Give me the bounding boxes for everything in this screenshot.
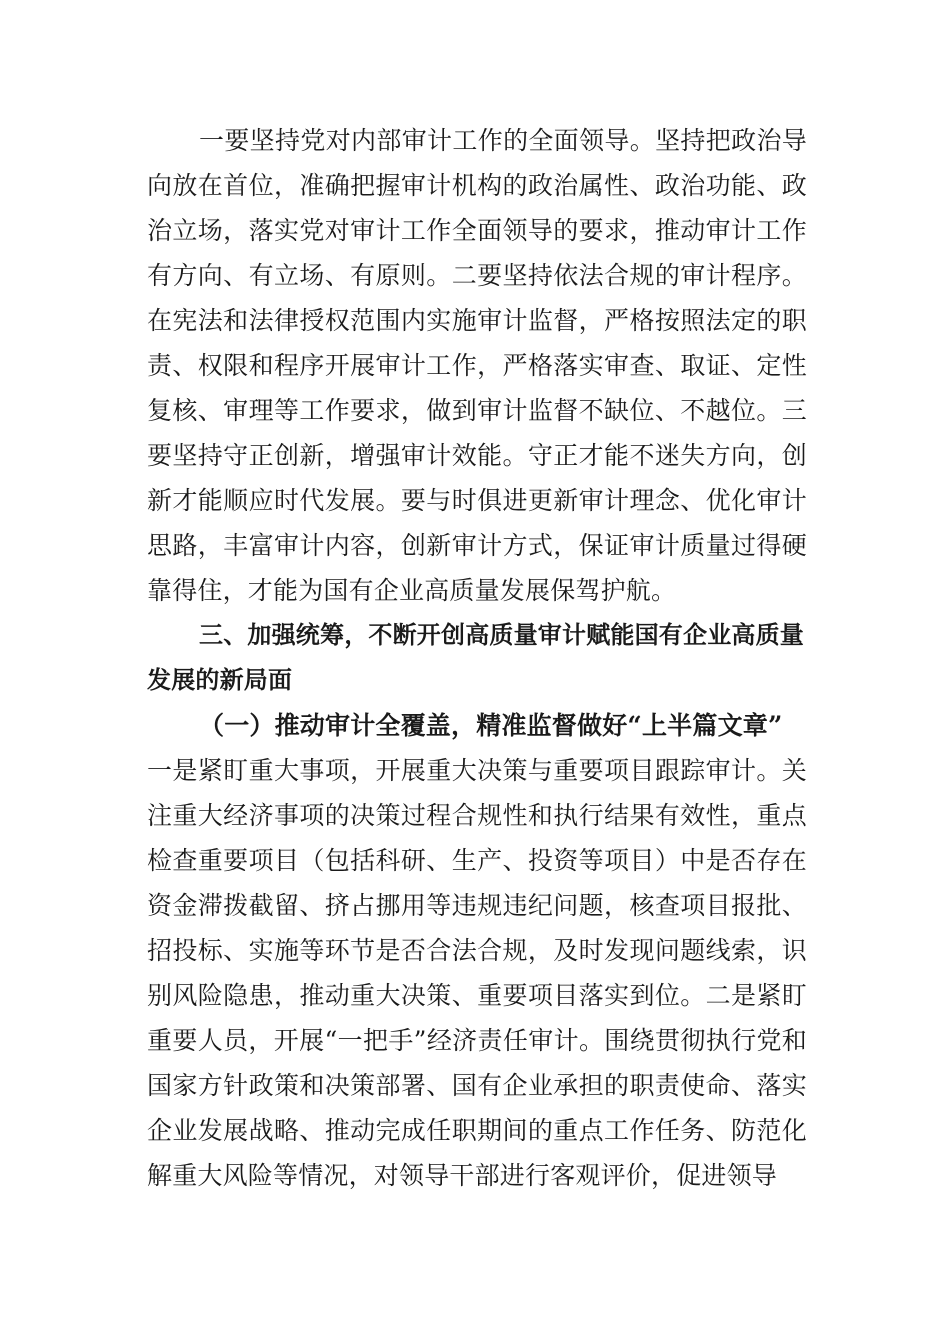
subsection-heading: （一）推动审计全覆盖，精准监督做好“上半篇文章”	[199, 711, 783, 740]
document-page	[147, 118, 807, 1198]
body-paragraph-2: 一是紧盯重大事项，开展重大决策与重要项目跟踪审计。关注重大经济事项的决策过程合规性和执行结果有效性，重点检查重要项目（包括科研、生产、投资等项目）中是否存在资金滞拨截留、挤占挪用等违规违纪问题，核查项目报批、招投标、实施等环节是否合法合规，及时发现问题线索，识别风险隐患，推动重大决策、重要项目落实到位。二是紧盯重要人员，开展“一把手”经济责任审计。围绕贯彻执行党和国家方针政策和决策部署、国有企业承担的职责使命、落实企业发展战略、推动完成任职期间的重点工作任务、防范化解重大风险等情况，对领导干部进行客观评价，促进领导	[147, 756, 807, 1190]
body-paragraph-1: 一要坚持党对内部审计工作的全面领导。坚持把政治导向放在首位，准确把握审计机构的政治属性、政治功能、政治立场，落实党对审计工作全面领导的要求，推动审计工作有方向、有立场、有原则。二要坚持依法合规的审计程序。在宪法和法律授权范围内实施审计监督，严格按照法定的职责、权限和程序开展审计工作，严格落实审查、取证、定性复核、审理等工作要求，做到审计监督不缺位、不越位。三要坚持守正创新，增强审计效能。守正才能不迷失方向，创新才能顺应时代发展。要与时俱进更新审计理念、优化审计思路，丰富审计内容，创新审计方式，保证审计质量过得硬靠得住，才能为国有企业高质量发展保驾护航。	[147, 126, 807, 605]
section-heading: 三、加强统筹，不断开创高质量审计赋能国有企业高质量发展的新局面	[147, 621, 804, 694]
